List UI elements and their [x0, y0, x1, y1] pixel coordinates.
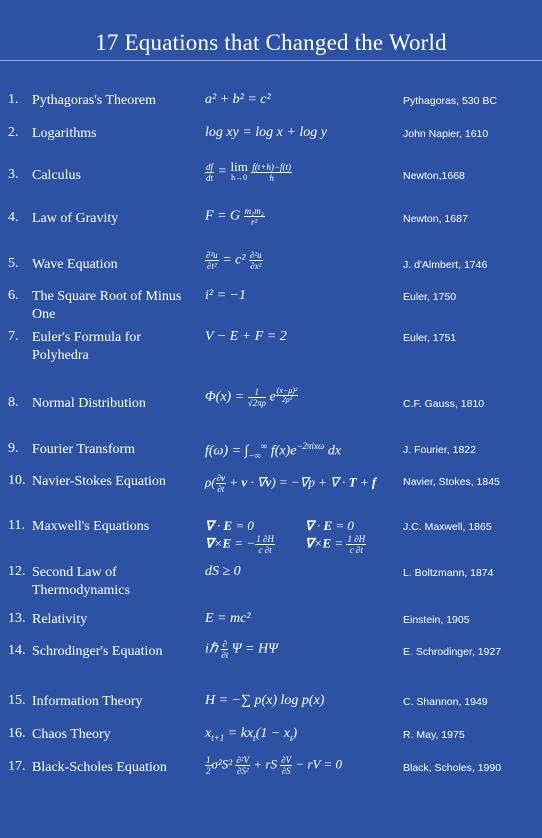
item-number: 12.	[8, 564, 26, 579]
equation-author: J. Fourier, 1822	[403, 444, 476, 456]
equation-formula: ρ( $\frac{\partial v}{\partial t}$ + v · ∇v) = −∇p + ∇ · T + f	[205, 473, 377, 494]
equation-formula: Φ(x) = $\frac{1}{√2\pi\rho}$ e $\frac{\text{(x−μ)²}}{\text{2ρ²}}$	[205, 386, 298, 408]
equation-name: Fourier Transform	[32, 442, 136, 457]
item-number: 8.	[8, 395, 19, 410]
equation-author: E. Schrodinger, 1927	[403, 646, 502, 658]
equation-author: Einstein, 1905	[403, 614, 470, 626]
equation-name: Euler's Formula for Polyhedra	[32, 330, 142, 363]
item-number: 3.	[8, 167, 19, 182]
page-title: 17 Equations that Changed the World	[95, 30, 447, 55]
item-number: 1.	[8, 92, 19, 107]
equation-name: The Square Root of Minus One	[32, 289, 182, 322]
equation-name: Wave Equation	[32, 257, 118, 272]
equation-formula: $f(\omega) = \int_{-\infty}^\infty$ $f(x)e^{-2\pi ix\omega}$ dx	[205, 441, 342, 461]
item-number: 11.	[8, 518, 25, 533]
equation-formula: a² + b² = c²	[205, 92, 271, 107]
equation-formula: H = −∑ p(x) log p(x)	[205, 693, 325, 708]
equation-formula: dS ≥ 0	[205, 564, 241, 579]
title-divider	[0, 60, 542, 61]
item-number: 2.	[8, 125, 19, 140]
item-number: 17.	[8, 759, 26, 774]
item-number: 7.	[8, 329, 19, 344]
item-number: 5.	[8, 256, 19, 271]
equation-formula: i² = −1	[205, 288, 246, 303]
item-number: 9.	[8, 441, 19, 456]
equation-name: Calculus	[32, 168, 81, 183]
equation-formula: $\frac{\text{∂²u}}{\text{∂t²}}$ = c² $\frac{\text{∂²u}}{\text{∂x²}}$	[206, 250, 262, 271]
equation-name: Relativity	[32, 612, 88, 627]
equation-author: J.C. Maxwell, 1865	[403, 521, 492, 533]
item-number: 14.	[8, 643, 26, 658]
equation-formula: F = G $\frac{\text{m₁m₂}}{\text{r²}}$	[205, 206, 264, 227]
equation-author: C. Shannon, 1949	[403, 696, 488, 708]
equation-formula: $\frac{1}{2}$ σ²S² $\frac{\text{∂²V}}{\text{∂S²}}$ + rS $\frac{\partial V}{\partial S}$ − rV = 0	[206, 755, 342, 776]
item-number: 4.	[8, 210, 19, 225]
equation-author: Euler, 1750	[403, 291, 457, 303]
equation-author: Euler, 1751	[403, 332, 457, 344]
equation-author: C.F. Gauss, 1810	[403, 398, 485, 410]
equation-formula: log xy = log x + log y	[205, 125, 327, 140]
equation-name: Pythagoras's Theorem	[32, 93, 156, 108]
equation-name: Second Law of Thermodynamics	[32, 565, 130, 598]
equation-name: Law of Gravity	[32, 211, 119, 226]
equation-author: Newton,1668	[403, 170, 465, 182]
equation-name: Maxwell's Equations	[32, 519, 150, 534]
equation-name: Logarithms	[32, 126, 97, 141]
item-number: 16.	[8, 726, 26, 741]
equation-name: Navier-Stokes Equation	[32, 474, 166, 489]
equation-author: Newton, 1687	[403, 213, 468, 225]
item-number: 15.	[8, 693, 26, 708]
equation-name: Information Theory	[32, 694, 143, 709]
equation-author: L. Boltzmann, 1874	[403, 567, 494, 579]
equation-author: R. May, 1975	[403, 729, 465, 741]
item-number: 6.	[8, 288, 19, 303]
equation-author: Navier, Stokes, 1845	[403, 476, 500, 488]
equation-author: J. d'Almbert, 1746	[403, 259, 488, 271]
equation-author: John Napier, 1610	[403, 128, 489, 140]
equation-name: Chaos Theory	[32, 727, 111, 742]
equation-formula: $\frac{df}{dt}$ = lim h→0 $\frac{f(t+h)-f(t)}{h}$	[206, 159, 291, 183]
equation-author: Black, Scholes, 1990	[403, 762, 502, 774]
equation-name: Normal Distribution	[32, 396, 146, 411]
equation-formula: E = mc²	[205, 611, 251, 626]
item-number: 10.	[8, 473, 26, 488]
equation-author: Pythagoras, 530 BC	[403, 95, 497, 107]
equation-formula: $x_{t+1} = kx_t(1 - x_t)$	[205, 726, 298, 743]
equation-formula: V − E + F = 2	[205, 329, 287, 344]
item-number: 13.	[8, 611, 26, 626]
equation-name: Black-Scholes Equation	[32, 760, 167, 775]
equation-formula: iℏ $\frac{\partial}{\partial t}$ Ψ = HΨ	[205, 639, 278, 660]
equation-name: Schrodinger's Equation	[32, 644, 163, 659]
